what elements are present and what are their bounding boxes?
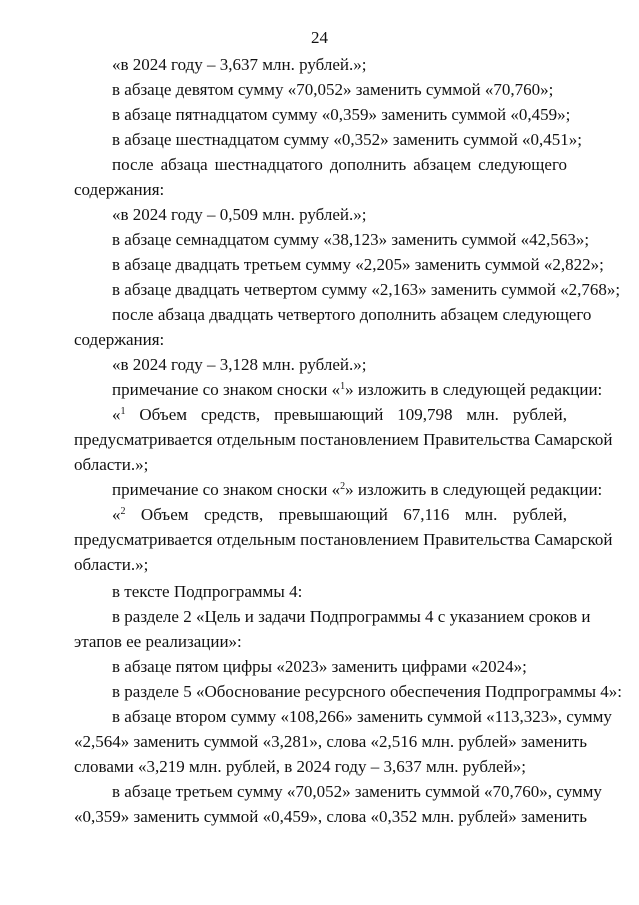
text-line: содержания: — [74, 330, 165, 349]
text-line: в абзаце шестнадцатом сумму «0,352» заменить суммой «0,451»; — [112, 130, 583, 149]
text-line: словами «3,219 млн. рублей, в 2024 году – 3,637 млн. рублей»; — [74, 757, 526, 776]
text-line: в абзаце семнадцатом сумму «38,123» заменить суммой «42,563»; — [112, 230, 590, 249]
footnote-mark: 1 — [120, 406, 126, 417]
text-line: в разделе 5 «Обоснование ресурсного обеспечения Подпрограммы 4»: — [112, 682, 622, 701]
text-line: в абзаце третьем сумму «70,052» заменить суммой «70,760», сумму — [112, 782, 602, 801]
text-line: «0,359» заменить суммой «0,459», слова «0,352 млн. рублей» заменить — [74, 807, 587, 826]
text-fragment: « — [112, 505, 121, 524]
footnote-instruction-line — [112, 480, 603, 500]
text-line: в абзаце втором сумму «108,266» заменить суммой «113,323», сумму — [112, 707, 612, 726]
text-line: после абзаца двадцать четвертого дополнить абзацем следующего — [112, 305, 592, 324]
text-line: в разделе 2 «Цель и задачи Подпрограммы 4 с указанием сроков и — [112, 607, 591, 626]
text-line: в абзаце двадцать четвертом сумму «2,163» заменить суммой «2,768»; — [112, 280, 621, 299]
footnote-text-line — [112, 405, 567, 425]
text-line: в абзаце пятнадцатом сумму «0,359» заменить суммой «0,459»; — [112, 105, 571, 124]
text-line: «в 2024 году – 3,128 млн. рублей.»; — [112, 355, 367, 374]
text-line: в абзаце девятом сумму «70,052» заменить суммой «70,760»; — [112, 80, 554, 99]
footnote-mark: 2 — [340, 481, 346, 492]
text-line: этапов ее реализации»: — [74, 632, 242, 651]
text-line: области.»; — [74, 455, 149, 474]
text-line: в тексте Подпрограммы 4: — [112, 582, 303, 601]
text-fragment: примечание со знаком сноски « — [112, 380, 341, 399]
text-fragment: « — [112, 405, 121, 424]
footnote-instruction-line — [112, 380, 603, 400]
footnote-mark: 1 — [340, 381, 346, 392]
text-line: в абзаце пятом цифры «2023» заменить цифрами «2024»; — [112, 657, 527, 676]
text-line: «в 2024 году – 3,637 млн. рублей.»; — [112, 55, 367, 74]
text-line: после абзаца шестнадцатого дополнить абзацем следующего — [112, 155, 567, 174]
text-fragment: примечание со знаком сноски « — [112, 480, 341, 499]
footnote-mark: 2 — [120, 506, 126, 517]
text-line: «в 2024 году – 0,509 млн. рублей.»; — [112, 205, 367, 224]
footnote-text-line — [112, 505, 567, 525]
text-fragment: Объем средств, превышающий 109,798 млн. рублей, — [125, 405, 567, 424]
text-fragment: » изложить в следующей редакции: — [345, 480, 603, 499]
text-line: предусматривается отдельным постановлением Правительства Самарской — [74, 430, 613, 449]
text-line: «2,564» заменить суммой «3,281», слова «2,516 млн. рублей» заменить — [74, 732, 587, 751]
text-line: предусматривается отдельным постановлением Правительства Самарской — [74, 530, 613, 549]
text-line: области.»; — [74, 555, 149, 574]
text-line: в абзаце двадцать третьем сумму «2,205» заменить суммой «2,822»; — [112, 255, 604, 274]
text-fragment: » изложить в следующей редакции: — [345, 380, 603, 399]
text-line: содержания: — [74, 180, 165, 199]
page-number: 24 — [311, 28, 328, 47]
text-fragment: Объем средств, превышающий 67,116 млн. рублей, — [125, 505, 567, 524]
